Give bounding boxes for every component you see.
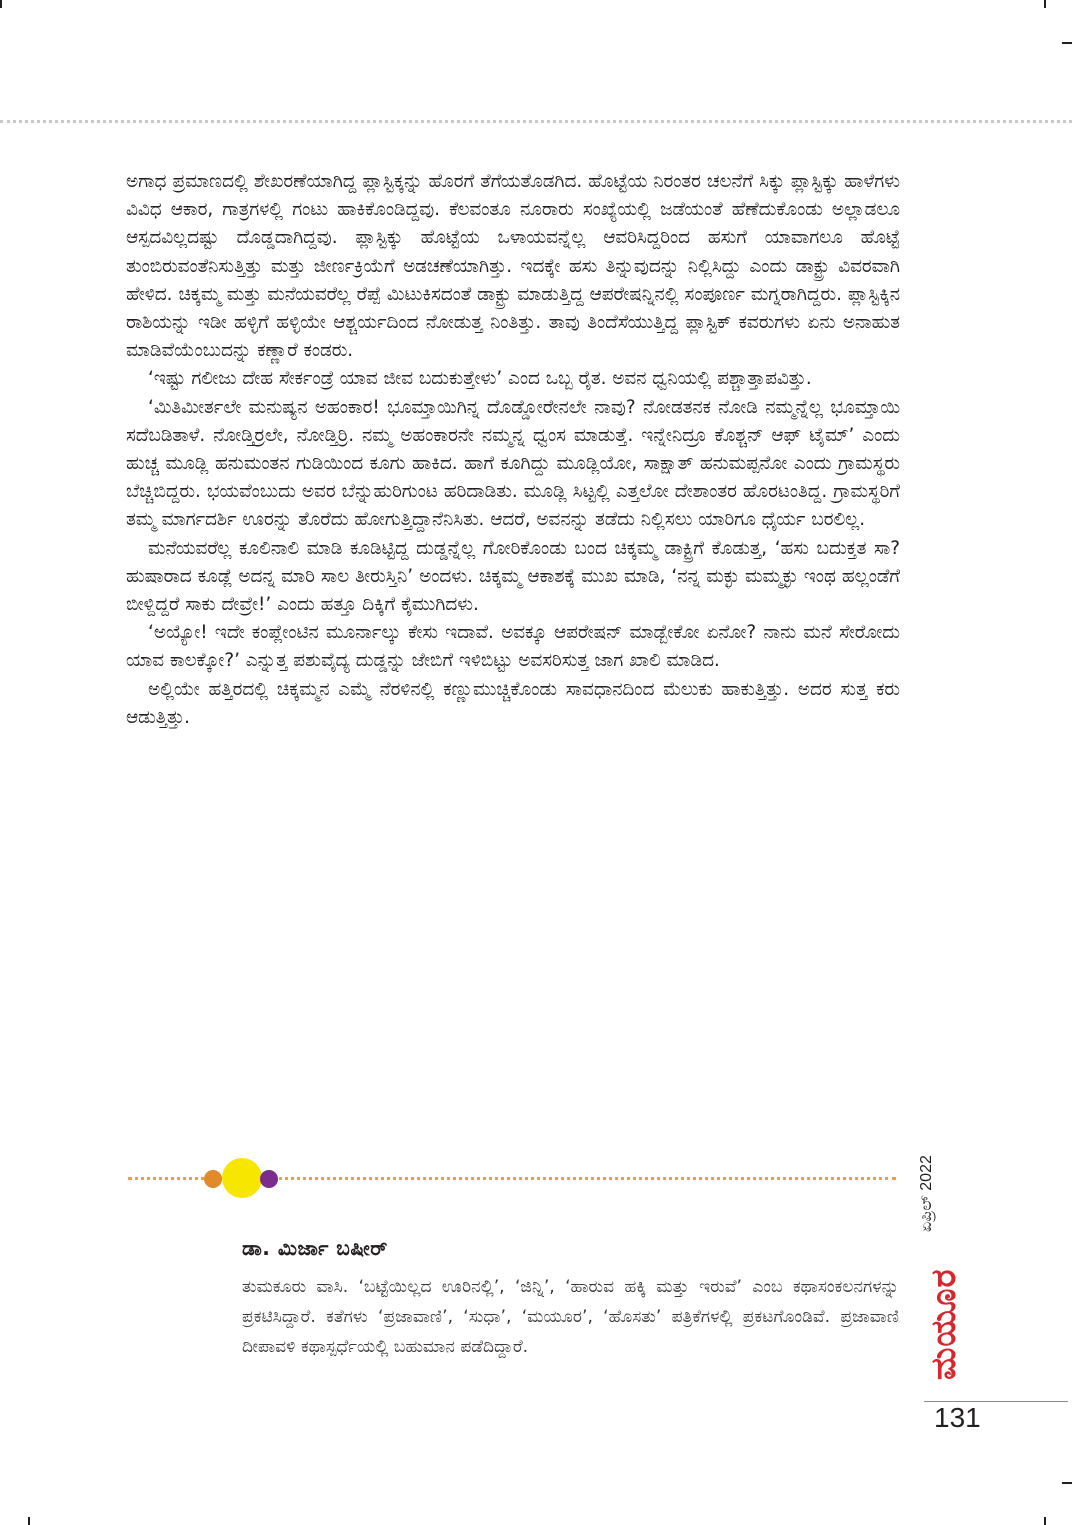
separator-dot-yellow — [222, 1158, 262, 1198]
paragraph: ‘ಇಷ್ಟು ಗಲೀಜು ದೇಹ ಸೇರ್ಕಂಡ್ರೆ ಯಾವ ಜೀವ ಬದುಕುತ್ತೇಳು’ ಎಂದ ಒಬ್ಬ ರೈತ. ಅವನ ಧ್ವನಿಯಲ್ಲಿ ಪಶ್ಚಾತ್ತಾಪವಿತ್ತು. — [148, 368, 812, 390]
paragraph: ಅಗಾಧ ಪ್ರಮಾಣದಲ್ಲಿ ಶೇಖರಣೆಯಾಗಿದ್ದ ಪ್ಲಾಸ್ಟಿಕ್ಕನ್ನು ಹೊರಗೆ ತೆಗೆಯತೊಡಗಿದ. ಹೊಟ್ಟೆಯ ನಿರಂತರ ಚಲನೆಗೆ ಸಿಕ್ಕು ಪ್ಲಾಸ್ಟಿಕ್ಕು ಹಾಳೆಗಳು ವಿವಿಧ ಆಕಾರ, ಗಾತ್ರಗಳಲ್ಲಿ ಗಂಟು ಹಾಕಿಕೊಂಡಿದ್ದವು. ಕೆಲವಂತೂ ನೂರಾರು ಸಂಖ್ಯೆಯಲ್ಲಿ ಜಡೆಯಂತೆ ಹೆಣೆದುಕೊಂಡು ಅಲ್ಲಾಡಲೂ ಆಸ್ಪದವಿಲ್ಲದಷ್ಟು ದೊಡ್ಡದಾಗಿದ್ದವು. ಪ್ಲಾಸ್ಟಿಕ್ಕು ಹೊಟ್ಟೆಯ ಒಳಾಯವನ್ನೆಲ್ಲ ಆವರಿಸಿದ್ದರಿಂದ ಹಸುಗೆ ಯಾವಾಗಲೂ ಹೊಟ್ಟೆ ತುಂಬಿರುವಂತೆನಿಸುತ್ತಿತ್ತು ಮತ್ತು ಜೀರ್ಣಕ್ರಿಯೆಗೆ ಅಡಚಣೆಯಾಗಿತ್ತು. ಇದಕ್ಕೇ ಹಸು ತಿನ್ನುವುದನ್ನು ನಿಲ್ಲಿಸಿದ್ದು ಎಂದು ಡಾಕ್ಟ್ರು ವಿವರವಾಗಿ ಹೇಳಿದ. ಚಿಕ್ಕಮ್ಮ ಮತ್ತು ಮನೆಯವರೆಲ್ಲ ರೆಪ್ಪೆ ಮಿಟುಕಿಸದಂತೆ ಡಾಕ್ಟ್ರು ಮಾಡುತ್ತಿದ್ದ ಆಪರೇಷನ್ನಿನಲ್ಲಿ ಸಂಪೂರ್ಣ ಮಗ್ನರಾಗಿದ್ದರು. ಪ್ಲಾಸ್ಟಿಕ್ಕಿನ ರಾಶಿಯನ್ನು ಇಡೀ ಹಳ್ಳಿಗೆ ಹಳ್ಳಿಯೇ ಆಶ್ಚರ್ಯದಿಂದ ನೋಡುತ್ತ ನಿಂತಿತ್ತು. ತಾವು ತಿಂದೆಸೆಯುತ್ತಿದ್ದ ಪ್ಲಾಸ್ಟಿಕ್ ಕವರುಗಳು ಏನು ಅನಾಹುತ ಮಾಡಿವೆಯೆಂಬುದನ್ನು ಕಣ್ಣಾರೆ ಕಂಡರು. — [126, 171, 900, 362]
paragraph: ಮನೆಯವರೆಲ್ಲ ಕೂಲಿನಾಲಿ ಮಾಡಿ ಕೂಡಿಟ್ಟಿದ್ದ ದುಡ್ಡನ್ನೆಲ್ಲ ಗೋರಿಕೊಂಡು ಬಂದ ಚಿಕ್ಕಮ್ಮ ಡಾಕ್ಟ್ರಿಗೆ ಕೊಡುತ್ತ, ‘ಹಸು ಬದುಕ್ತತ ಸಾ? ಹುಷಾರಾದ ಕೂಡ್ಲೆ ಅದನ್ನ ಮಾರಿ ಸಾಲ ತೀರುಸ್ತಿನಿ’ ಅಂದಳು. ಚಿಕ್ಕಮ್ಮ ಆಕಾಶಕ್ಕೆ ಮುಖ ಮಾಡಿ, ‘ನನ್ನ ಮಕ್ಳು ಮಮ್ಮಕ್ಳು ಇಂಥ ಹಲ್ಲಂಡೆಗೆ ಬೀಳ್ದಿದ್ದರೆ ಸಾಕು ದೇವ್ರೇ!’ ಎಂದು ಹತ್ತೂ ದಿಕ್ಕಿಗೆ ಕೈಮುಗಿದಳು. — [126, 537, 900, 616]
article-body — [126, 168, 900, 732]
paragraph: ‘ಅಯ್ಯೋ! ಇದೇ ಕಂಪ್ಲೇಂಟಿನ ಮೂರ್ನಾಲ್ಕು ಕೇಸು ಇದಾವೆ. ಅವಕ್ಕೂ ಆಪರೇಷನ್ ಮಾಡ್ಬೇಕೋ ಏನೋ? ನಾನು ಮನೆ ಸೇರೋದು ಯಾವ ಕಾಲಕ್ಕೋ?’ ಎನ್ನುತ್ತ ಪಶುವೈದ್ಯ ದುಡ್ಡನ್ನು ಜೇಬಿಗೆ ಇಳಿಬಿಟ್ಟು ಅವಸರಿಸುತ್ತ ಜಾಗ ಖಾಲಿ ಮಾಡಿದ. — [126, 622, 900, 672]
crop-mark-right-upper — [1062, 42, 1072, 44]
crop-mark-top-left — [0, 0, 2, 8]
crop-mark-bottom-left — [28, 1517, 30, 1525]
author-bio: ತುಮಕೂರು ವಾಸಿ. ‘ಬಟ್ಟೆಯಿಲ್ಲದ ಊರಿನಲ್ಲಿ’, ‘ಜಿನ್ನಿ’, ‘ಹಾರುವ ಹಕ್ಕಿ ಮತ್ತು ಇರುವೆ’ ಎಂಬ ಕಥಾಸಂಕಲನಗಳನ್ನು ಪ್ರಕಟಿಸಿದ್ದಾರೆ. ಕತೆಗಳು ‘ಪ್ರಜಾವಾಣಿ’, ‘ಸುಧಾ’, ‘ಮಯೂರ’, ‘ಹೊಸತು’ ಪತ್ರಿಕೆಗಳಲ್ಲಿ ಪ್ರಕಟಗೊಂಡಿವೆ. ಪ್ರಜಾವಾಣಿ ದೀಪಾವಳಿ ಕಥಾಸ್ಪರ್ಧೆಯಲ್ಲಿ ಬಹುಮಾನ ಪಡೆದಿದ್ದಾರೆ. — [242, 1277, 899, 1357]
page-number: 131 — [934, 1402, 981, 1433]
paragraph: ‘ಮಿತಿಮೀರ್ತಲೇ ಮನುಷ್ಯನ ಅಹಂಕಾರ! ಭೂಮ್ತಾಯಿಗಿನ್ನ ದೊಡ್ಡೋರೇನಲೇ ನಾವು? ನೋಡತನಕ ನೋಡಿ ನಮ್ಮನ್ನೆಲ್ಲ ಭೂಮ್ತಾಯಿ ಸದೆಬಡಿತಾಳೆ. ನೋಡ್ತಿರ್ರಲೇ, ನೋಡ್ತಿರ್ರಿ. ನಮ್ಮ ಅಹಂಕಾರನೇ ನಮ್ಮನ್ನ ಧ್ವಂಸ ಮಾಡುತ್ತೆ. ಇನ್ನೇನಿದ್ರೂ ಕೊಶ್ಚನ್ ಆಫ್ ಟೈಮ್’ ಎಂದು ಹುಚ್ಚ ಮೂಡ್ಲಿ ಹನುಮಂತನ ಗುಡಿಯಿಂದ ಕೂಗು ಹಾಕಿದ. ಹಾಗೆ ಕೂಗಿದ್ದು ಮೂಡ್ಲಿಯೋ, ಸಾಕ್ಷಾತ್ ಹನುಮಪ್ಪನೋ ಎಂದು ಗ್ರಾಮಸ್ಥರು ಬೆಚ್ಚಿಬಿದ್ದರು. ಭಯವೆಂಬುದು ಅವರ ಬೆನ್ನುಹುರಿಗುಂಟ ಹರಿದಾಡಿತು. ಮೂಡ್ಲಿ ಸಿಟ್ಟಲ್ಲಿ ಎತ್ತಲೋ ದೇಶಾಂತರ ಹೊರಟಂತಿದ್ದ. ಗ್ರಾಮಸ್ಥರಿಗೆ ತಮ್ಮ ಮಾರ್ಗದರ್ಶಿ ಊರನ್ನು ತೊರೆದು ಹೋಗುತ್ತಿದ್ದಾನೆನಿಸಿತು. ಆದರೆ, ಅವನನ್ನು ತಡೆದು ನಿಲ್ಲಿಸಲು ಯಾರಿಗೂ ಧೈರ್ಯ ಬರಲಿಲ್ಲ. — [126, 396, 900, 531]
crop-mark-top-right — [1044, 0, 1046, 8]
crop-mark-bottom-right — [1044, 1517, 1046, 1525]
top-dotted-rule — [0, 120, 1072, 123]
magazine-brand-logo: ಮಯೂರ — [924, 1268, 964, 1380]
crop-mark-right-lower — [1062, 1482, 1072, 1484]
paragraph: ಅಲ್ಲಿಯೇ ಹತ್ತಿರದಲ್ಲಿ ಚಿಕ್ಕಮ್ಮನ ಎಮ್ಮೆ ನೆರಳಿನಲ್ಲಿ ಕಣ್ಣುಮುಚ್ಚಿಕೊಂಡು ಸಾವಧಾನದಿಂದ ಮೆಲುಕು ಹಾಕುತ್ತಿತ್ತು. ಅದರ ಸುತ್ತ ಕರು ಆಡುತ್ತಿತ್ತು. — [126, 678, 900, 728]
separator-dot-purple — [260, 1170, 278, 1188]
separator-dot-orange — [204, 1170, 222, 1188]
author-name: ಡಾ. ಮಿರ್ಜಾ ಬಷೀರ್ — [242, 1236, 388, 1260]
issue-date: ಏಪ್ರಿಲ್ 2022 — [918, 1155, 935, 1232]
